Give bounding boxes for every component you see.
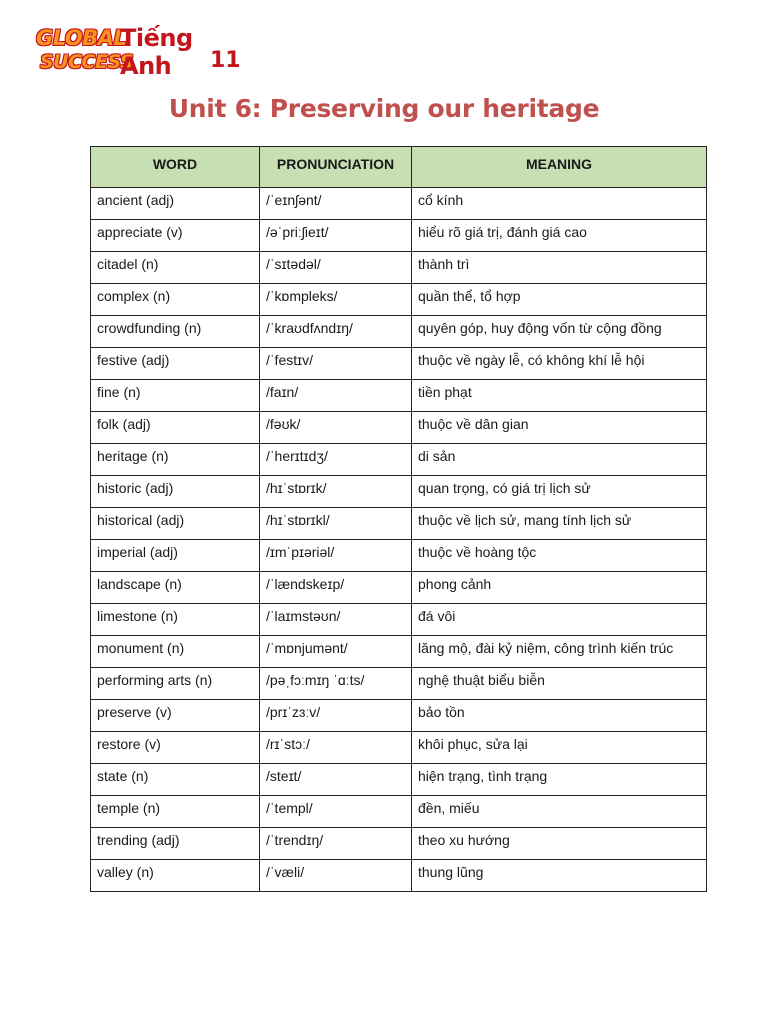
pronunciation-cell: /ˈkraʊdfʌndɪŋ/ <box>260 316 412 348</box>
pronunciation-cell: /ˈlaɪmstəʊn/ <box>260 604 412 636</box>
table-row <box>91 348 707 380</box>
meaning-cell: quyên góp, huy động vốn từ cộng đồng <box>412 316 707 348</box>
pronunciation-cell: /ˈherɪtɪdʒ/ <box>260 444 412 476</box>
pronunciation-cell: /ˈsɪtədəl/ <box>260 252 412 284</box>
table-header-row <box>91 147 707 188</box>
table-row <box>91 700 707 732</box>
table-row <box>91 860 707 892</box>
word-cell: historic (adj) <box>91 476 260 508</box>
pronunciation-cell: /prɪˈzɜːv/ <box>260 700 412 732</box>
pronunciation-cell: /əˈpriːʃieɪt/ <box>260 220 412 252</box>
pronunciation-cell: /steɪt/ <box>260 764 412 796</box>
table-row <box>91 380 707 412</box>
word-cell: restore (v) <box>91 732 260 764</box>
word-cell: temple (n) <box>91 796 260 828</box>
table-row <box>91 828 707 860</box>
meaning-cell: thung lũng <box>412 860 707 892</box>
global-success-logo <box>36 24 246 80</box>
meaning-cell: quần thể, tổ hợp <box>412 284 707 316</box>
logo-brand-line2: SUCCESS <box>40 51 134 73</box>
table-row <box>91 764 707 796</box>
word-cell: folk (adj) <box>91 412 260 444</box>
logo-grade: 11 <box>210 48 241 73</box>
meaning-cell: theo xu hướng <box>412 828 707 860</box>
pronunciation-cell: /hɪˈstɒrɪkl/ <box>260 508 412 540</box>
meaning-cell: thành trì <box>412 252 707 284</box>
word-cell: historical (adj) <box>91 508 260 540</box>
vocabulary-table <box>90 146 707 892</box>
table-row <box>91 188 707 220</box>
meaning-cell: khôi phục, sửa lại <box>412 732 707 764</box>
meaning-cell: thuộc về dân gian <box>412 412 707 444</box>
pronunciation-cell: /fəʊk/ <box>260 412 412 444</box>
word-cell: crowdfunding (n) <box>91 316 260 348</box>
table-row <box>91 476 707 508</box>
table-row <box>91 444 707 476</box>
meaning-cell: cổ kính <box>412 188 707 220</box>
pronunciation-cell: /ˈvæli/ <box>260 860 412 892</box>
word-cell: appreciate (v) <box>91 220 260 252</box>
meaning-cell: thuộc về lịch sử, mang tính lịch sử <box>412 508 707 540</box>
header-word: WORD <box>91 147 260 188</box>
table-row <box>91 668 707 700</box>
meaning-cell: phong cảnh <box>412 572 707 604</box>
page-title: Unit 6: Preserving our heritage <box>168 94 600 123</box>
pronunciation-cell: /ˈtrendɪŋ/ <box>260 828 412 860</box>
word-cell: performing arts (n) <box>91 668 260 700</box>
pronunciation-cell: /ɪmˈpɪəriəl/ <box>260 540 412 572</box>
word-cell: preserve (v) <box>91 700 260 732</box>
header-pronunciation: PRONUNCIATION <box>260 147 412 188</box>
word-cell: trending (adj) <box>91 828 260 860</box>
meaning-cell: nghệ thuật biểu biễn <box>412 668 707 700</box>
table-row <box>91 220 707 252</box>
word-cell: complex (n) <box>91 284 260 316</box>
word-cell: fine (n) <box>91 380 260 412</box>
logo-title: Tiếng Anh <box>120 24 193 80</box>
meaning-cell: đền, miếu <box>412 796 707 828</box>
table-row <box>91 604 707 636</box>
meaning-cell: thuộc về ngày lễ, có không khí lễ hội <box>412 348 707 380</box>
header-meaning: MEANING <box>412 147 707 188</box>
pronunciation-cell: /rɪˈstɔː/ <box>260 732 412 764</box>
pronunciation-cell: /ˈmɒnjumənt/ <box>260 636 412 668</box>
pronunciation-cell: /hɪˈstɒrɪk/ <box>260 476 412 508</box>
pronunciation-cell: /ˈeɪnʃənt/ <box>260 188 412 220</box>
global-success-badge <box>36 24 134 80</box>
table-row <box>91 540 707 572</box>
pronunciation-cell: /ˈlændskeɪp/ <box>260 572 412 604</box>
word-cell: valley (n) <box>91 860 260 892</box>
pronunciation-cell: /ˈfestɪv/ <box>260 348 412 380</box>
meaning-cell: hiểu rõ giá trị, đánh giá cao <box>412 220 707 252</box>
word-cell: festive (adj) <box>91 348 260 380</box>
pronunciation-cell: /ˈkɒmpleks/ <box>260 284 412 316</box>
word-cell: monument (n) <box>91 636 260 668</box>
word-cell: imperial (adj) <box>91 540 260 572</box>
table-row <box>91 284 707 316</box>
meaning-cell: hiện trạng, tình trạng <box>412 764 707 796</box>
word-cell: state (n) <box>91 764 260 796</box>
vocabulary-table-body <box>91 188 707 892</box>
pronunciation-cell: /ˈtempl/ <box>260 796 412 828</box>
table-row <box>91 732 707 764</box>
table-row <box>91 508 707 540</box>
pronunciation-cell: /faɪn/ <box>260 380 412 412</box>
meaning-cell: quan trọng, có giá trị lịch sử <box>412 476 707 508</box>
word-cell: landscape (n) <box>91 572 260 604</box>
meaning-cell: di sản <box>412 444 707 476</box>
meaning-cell: tiền phạt <box>412 380 707 412</box>
word-cell: citadel (n) <box>91 252 260 284</box>
word-cell: heritage (n) <box>91 444 260 476</box>
table-row <box>91 412 707 444</box>
meaning-cell: bảo tồn <box>412 700 707 732</box>
meaning-cell: thuộc về hoàng tộc <box>412 540 707 572</box>
meaning-cell: đá vôi <box>412 604 707 636</box>
word-cell: ancient (adj) <box>91 188 260 220</box>
table-row <box>91 572 707 604</box>
word-cell: limestone (n) <box>91 604 260 636</box>
table-row <box>91 252 707 284</box>
table-row <box>91 796 707 828</box>
table-row <box>91 636 707 668</box>
table-row <box>91 316 707 348</box>
logo-brand-line1: GLOBAL <box>36 26 127 50</box>
pronunciation-cell: /pəˌfɔːmɪŋ ˈɑːts/ <box>260 668 412 700</box>
meaning-cell: lăng mộ, đài kỷ niệm, công trình kiến trúc <box>412 636 707 668</box>
